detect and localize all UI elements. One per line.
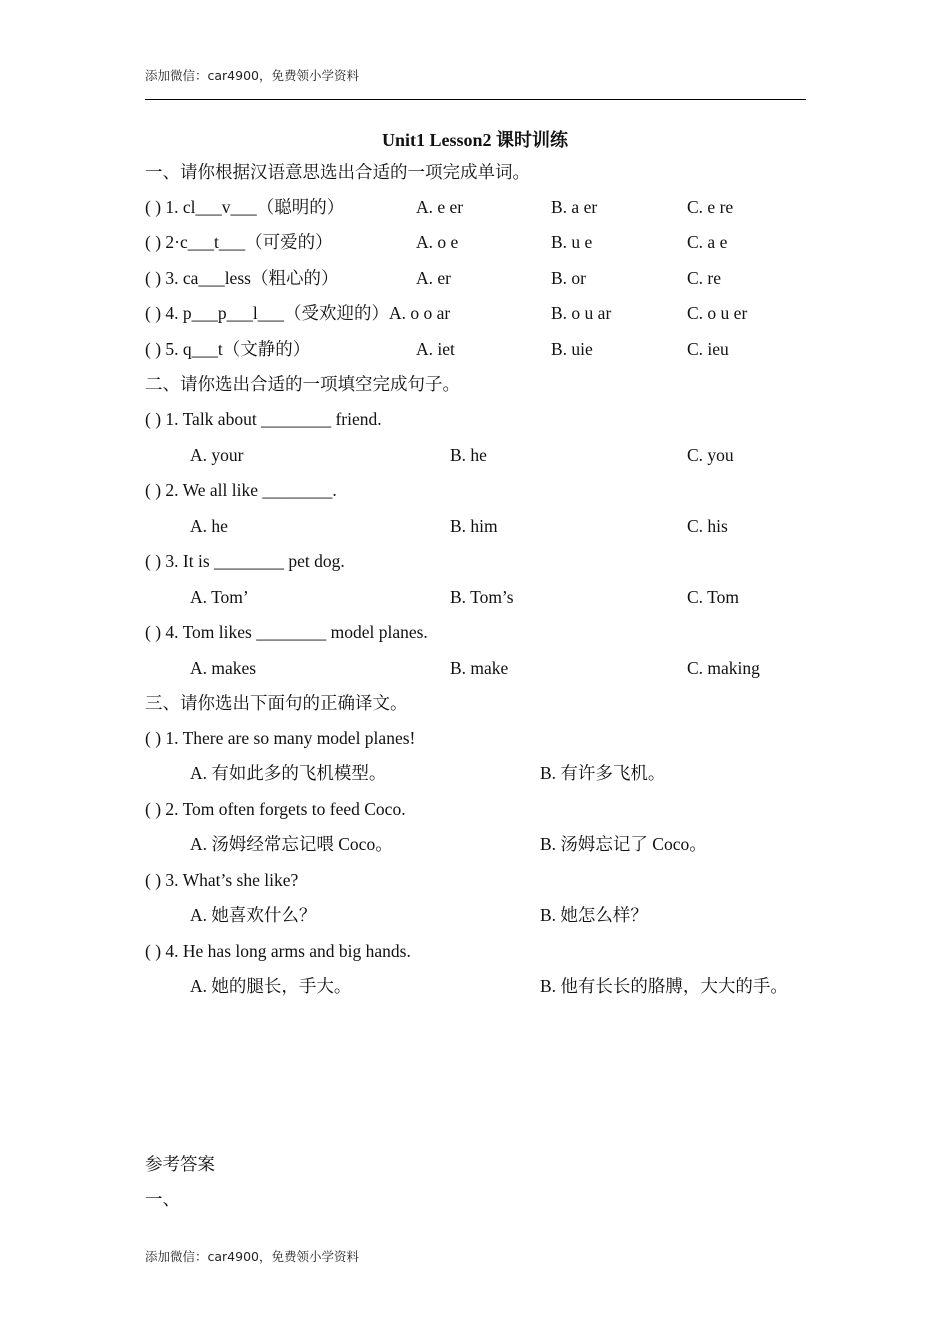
s3-q1: ( ) 1. There are so many model planes! — [145, 728, 416, 748]
s3-q4: ( ) 4. He has long arms and big hands. — [145, 941, 411, 961]
s1-q1-option-b: B. a er — [551, 197, 598, 217]
s2-q3-option-c: C. Tom — [687, 587, 739, 607]
s2-q3-option-a: A. Tom’ — [190, 587, 249, 607]
s1-q3-option-a: A. er — [416, 268, 451, 288]
s2-q2: ( ) 2. We all like ________. — [145, 480, 337, 500]
s1-q2-option-b: B. u e — [551, 232, 593, 252]
s1-q4-option-c: C. o u er — [687, 303, 748, 323]
s2-q2-option-b: B. him — [450, 516, 498, 536]
s1-q1-option-c: C. e re — [687, 197, 734, 217]
s3-q4-option-b: B. 他有长长的胳膊，大大的手。 — [540, 976, 788, 996]
s1-q4-option-b: B. o u ar — [551, 303, 612, 323]
s3-q1-option-a: A. 有如此多的飞机模型。 — [190, 763, 387, 783]
s2-q1-option-a: A. your — [190, 445, 244, 465]
s1-q5: ( ) 5. q___t（文静的） — [145, 339, 311, 359]
s2-q2-option-c: C. his — [687, 516, 728, 536]
s1-q3: ( ) 3. ca___less（粗心的） — [145, 268, 339, 288]
s2-q4: ( ) 4. Tom likes ________ model planes. — [145, 622, 428, 642]
header-rule — [145, 99, 806, 100]
section3-heading: 三、请你选出下面句的正确译文。 — [145, 693, 408, 713]
s2-q4-option-a: A. makes — [190, 658, 257, 678]
s1-q1-option-a: A. e er — [416, 197, 464, 217]
s2-q1-option-b: B. he — [450, 445, 487, 465]
s1-q3-option-b: B. or — [551, 268, 586, 288]
page-footer: 添加微信：car4900，免费领小学资料 — [145, 1249, 359, 1264]
document-title: Unit1 Lesson2 课时训练 — [381, 130, 569, 150]
s2-q1: ( ) 1. Talk about ________ friend. — [145, 409, 382, 429]
s1-q4: ( ) 4. p___p___l___（受欢迎的）A. o o ar — [145, 303, 451, 323]
s1-q2: ( ) 2·c___t___（可爱的） — [145, 232, 333, 252]
s3-q2-option-b: B. 汤姆忘记了 Coco。 — [540, 834, 707, 854]
answers-section1-label: 一、 — [145, 1189, 180, 1209]
s3-q2: ( ) 2. Tom often forgets to feed Coco. — [145, 799, 406, 819]
s2-q2-option-a: A. he — [190, 516, 228, 536]
s2-q4-option-c: C. making — [687, 658, 760, 678]
section1-heading: 一、请你根据汉语意思选出合适的一项完成单词。 — [145, 162, 530, 182]
s1-q5-option-a: A. iet — [416, 339, 455, 359]
s1-q5-option-c: C. ieu — [687, 339, 729, 359]
s1-q5-option-b: B. uie — [551, 339, 593, 359]
s1-q2-option-c: C. a e — [687, 232, 728, 252]
s2-q3: ( ) 3. It is ________ pet dog. — [145, 551, 345, 571]
s3-q4-option-a: A. 她的腿长，手大。 — [190, 976, 352, 996]
s3-q3-option-b: B. 她怎么样？ — [540, 905, 648, 925]
s3-q3-option-a: A. 她喜欢什么？ — [190, 905, 317, 925]
s1-q2-option-a: A. o e — [416, 232, 459, 252]
s1-q3-option-c: C. re — [687, 268, 722, 288]
s1-q1: ( ) 1. cl___v___（聪明的） — [145, 197, 345, 217]
answers-heading: 参考答案 — [145, 1154, 215, 1174]
s3-q1-option-b: B. 有许多飞机。 — [540, 763, 666, 783]
s2-q1-option-c: C. you — [687, 445, 734, 465]
section2-heading: 二、请你选出合适的一项填空完成句子。 — [145, 374, 460, 394]
s3-q2-option-a: A. 汤姆经常忘记喂 Coco。 — [190, 834, 393, 854]
s2-q4-option-b: B. make — [450, 658, 509, 678]
s3-q3: ( ) 3. What’s she like? — [145, 870, 299, 890]
s2-q3-option-b: B. Tom’s — [450, 587, 514, 607]
page-header: 添加微信：car4900，免费领小学资料 — [145, 68, 359, 83]
